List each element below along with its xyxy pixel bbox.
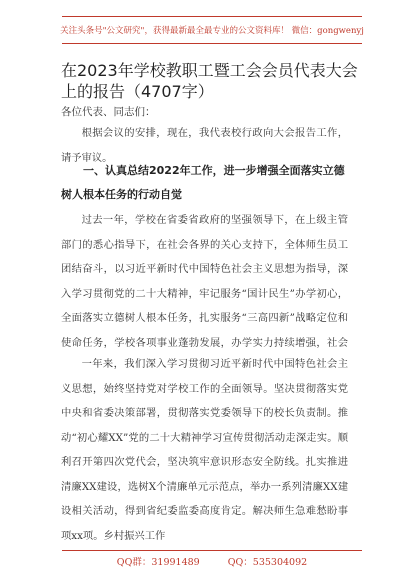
intro-paragraph: 根据会议的安排，现在，我代表校行政向大会报告工作，请予审议。	[61, 127, 348, 164]
salutation: 各位代表、同志们：	[61, 106, 156, 118]
section-heading: 一、认真总结2022年工作，进一步增强全面落实立德树人根本任务的行动自觉	[61, 164, 345, 201]
footer-contacts	[62, 554, 362, 568]
footer-qq: QQ：535304092	[227, 557, 308, 568]
document-title: 在2023年学校教职工暨工会会员代表大会上的报告（4707字）	[61, 61, 358, 101]
footer-divider	[62, 550, 362, 551]
header-notice-text: 关注头条号"公文研究"，获得最新最全最专业的公文资料库！ 微信：gongwenyj	[60, 26, 364, 36]
footer-qq-group: QQ群：31991489	[116, 557, 200, 568]
body-paragraph-1: 过去一年，学校在省委省政府的坚强领导下，在上级主管部门的悉心指导下，在社会各界的关心支持下，全体师生员工团结奋斗，以习近平新时代中国特色社会主义思想为指导，深入学习贯彻党的二十大精神，牢记服务“国计民生”办学初心，全面落实立德树人根本任务，扎实服务“三高四新”战略定位和使命任务，学校各项事业蓬勃发展，办学实力持续增强，社会	[61, 214, 348, 348]
body-paragraph-2: 一年来，我们深入学习贯彻习近平新时代中国特色社会主义思想，始终坚持党对学校工作的全面领导。坚决贯彻落实党中央和省委决策部署，贯彻落实党委领导下的校长负责制。推动“初心耀XX”党的二十大精神学习宣传贯彻活动走深走实。顺利召开第四次党代会，坚决筑牢意识形态安全防线。扎实推进清廉XX建设，选树X个清廉单元示范点，举办一系列清廉XX建设相关活动，得到省纪委监委高度肯定。解决师生急难愁盼事项xx项。乡村振兴工作	[61, 358, 348, 542]
header-notice-bar	[62, 16, 362, 44]
